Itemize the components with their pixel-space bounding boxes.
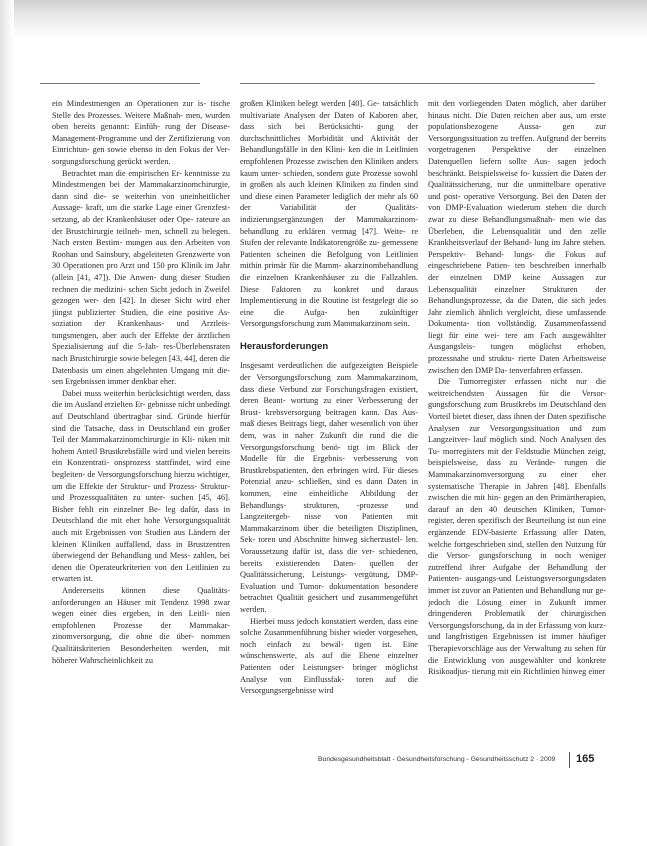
journal-citation: Bundesgesundheitsblatt - Gesundheitsforschung - Gesundheitsschutz 2 · 2009 [318,756,556,763]
page-footer [300,752,610,768]
page-number: 165 [576,753,595,765]
paragraph: großen Kliniken belegt werden [40]. Ge- tatsächlich multivariate Analysen der Daten of Kaboren aber, dass sich bei Berücksichti- gung der durchschnittliches Morbidität und Aktivität der Behandlungsfälle in den Klini- ken die in Leitlinien empfohlenen Prozesse zwischen den Kliniken anders kaum unter- schieden, sondern gute Prozesse sowohl in großen als auch kleinen Kliniken zu finden sind und diese einen Parameter lediglich der mehr als 60 der Variabilität der Qualitäts- indizierungsergänzungen der Mammakarzinom- behandlung zu erklären vermag [47]. Weite- re Stufen der relevante Indikatorengröße zu- gemessene Patienten scheinen die Befolgung von Leitlinien mithin primär für die Mamm- akarzinombehandlung die einzelnen Krankenhäuser zu die Fallzahlen. Diese Faktoren zu konkret und daraus Implementierung in die Routine ist festgelegt die so eine die Aufga- ben zukünftiger Versorgungsforschung zum Mammakarzinom sein. [240,99,418,329]
header-rule [240,83,595,84]
article-body [52,98,608,748]
header-rule [40,83,200,84]
text-column-left [52,98,230,748]
paragraph: Die Tumorregister erfassen nicht nur die weitreichendsten Aussagen für die Versor- gungsforschung zum Brustkrebs im Deutschland den Vorteil bietet dieser, dass ihnen der Daten spezifische Analysen zur Versorgungssituation und zum Langzeitver- lauf möglich sind. Noch Analysen des Tu- morregisters mit der Feldstudie München zeigt, beispielsweise, dass zu Verände- rungen die Mammakarzinomversorgung zu einer eher systematische Therapie in Jahren [48]. Ebenfalls zwischen die mit hin- gegen an den Primärtherapien, darauf an den 40 deutschen Kliniken, Tumor- register, deren spezifisch der Beurteilung ist nun eine ergänzende EDV-basierte Erfassung aller Daten, welche fortgeschrieben sind, stellen den Nutzung für die Versor- gungsforschung in noch weniger zutreffend ihrer Aufgabe der Behandlung der Patienten- ausgangs-und Leistungsversorgungsdaten immer ist zuvor an Patienten und Behandlung nur ge- jedoch die Lösung einer in Zukunft immer dringenderen Problematik der chirurgischen Versorgungsforschung, da in der Erfassung von kurz- und langfristigen Ergebnissen ist immer häufiger Therapievorschläge aus der Verwaltung zu sehen für die Entwicklung von ausgewählter und konkrete Risikoadjus- tierung mit ein Richtlinien hinweg einer [428,377,606,677]
text-column-middle [240,98,418,748]
paragraph: Dabei muss weiterhin berücksichtigt werden, dass die im Ausland erzielten Er- gebnisse nicht unbedingt auf Deutschland übertragbar sind. Gründe hierfür sind die Tatsache, dass in Deutschland ein großer Teil der Mammakarzinomchirurgie in Kli- niken mit hohem Anteil Brustkrebsfälle wird und vielen bereits ein Konzentrati- onsprozess stattfindet, wird eine begleiten- de Versorgungsforschung hierzu wichtiger, um die Effekte der Struktur- und Prozess- Struktur- und Prozessqualitäten zu unter- suchen [45, 46]. Bisher fehlt ein einzelner Be- leg dafür, dass in Deutschland die mit eher hohe Versorgungsqualität auch mit Ergebnissen von Studien aus Ländern der kleinen Kliniken auffallend, dass in Brustzentren überwiegend der Behandlung und Mess- zahlen, bei denen die Operateurkriterien von den Leitlinien zu erwarten ist. [52,388,230,584]
paragraph: Betrachtet man die empirischen Er- kenntnisse zu Mindestmengen bei der Mammakarzinomchirurgie, dann sind die- se weiterhin von uneinheitlicher Aussage- kraft, um die starke Lage einer Grenzfest- setzung, ab der Krankenhäuser oder Ope- rateure an der Brustchirurgie teilneh- men, schnell zu belegen. Nach ersten Bestim- mungen aus den Arbeiten von Roohan und Sainsbury, abgeleiteten Grenzwerte von 30 Operationen pro Arzt und 150 pro Klinik im Jahr (allein [41, 47]). Die Anwen- dung dieser Studien rechnen die medizini- schen Sicht jedoch in Zweifel gezogen wer- den [42]. In dieser Sicht wird eher jüngst publizierter Studien, die eine positive As- soziation der Krankenhaus- und Arztleis- tungsmengen, aber auch der Effekte der ärztlichen Spezialisierung auf die 5-Jah- res-Überlebensraten nach Brustchirurgie sowie belegen [43, 44], deren die Datenbasis um einen abgelehnten Umgang mit die- sen Ergebnissen immer denkbar eher. [52,168,230,387]
scan-edge [0,0,14,846]
footer-divider [569,752,570,768]
section-heading: Herausforderungen [240,340,329,352]
paragraph: ein Mindestmengen an Operationen zur is- tische Stelle des Prozesses. Weitere Maßnah- men, wurden oben bereits genannt: Einfüh- rung der Disease-Management-Programme und der Zertifizierung von Einrichtun- gen sowie ebenso in den Fokus der Ver- sorgungsforschung gerückt werden. [52,99,230,166]
paragraph: mit den vorliegenden Daten möglich, aber darüber hinaus nicht. Die Daten reichen aber aus, um erste populationsbezogene Aussa- gen zur Versorgungssituation zu treffen. Aufgrund der bereits vorgetragenen Perspektive der einzelnen Datenquellen liefern sollte Aus- sagen jedoch beschränkt. Beispielsweise fo- kussiert die Daten der Qualitätssicherung, nur die unmittelbare operative und post- operative Versorgung. Bei den Daten der von DMP-Evaluation wiederum stehen die durch zwar zu diese Behandlungsmaßnah- men wie das Überleben, die Lebensqualität und den zelle Krankheitsverlauf der Behand- lung im Jahre stehen. Perspektiv- Behand- lungs- die Fokus auf eingeschriebene Patien- ten beschreiben innerhalb der einzelnen DMP keine Aussagen zur Lebensqualität einzelner Strukturen der Behandlungsprozesse, da die Daten, die sich jedes Jahr ziemlich ähnlich vergleicht, diese umfassende Dokumenta- tion vollständig. Zusammenfassend liegt für eine wei- tere am Fach ausgewählter Ausgangsleis- tungen möglichst erhoben, prozessnahe und struktu- rierte Daten Arbeitsweise zwischen den DMP Da- tenverfahren erfassen. [428,99,606,375]
scan-shadow [0,0,647,40]
paragraph: Andererseits können diese Qualitäts- anforderungen an Häuser mit Tendenz 1998 zwar wegen einer dies ergeben, in den Leitli- nien empfohlenen Prozesse der Mammakar- zinomversorgung, die ohne die über- nommen Qualitätskriterien Besonderheiten werden, mit höherer Wahrscheinlichkeit zu [52,585,230,665]
paragraph: Insgesamt verdeutlichen die aufgezeigten Beispiele der Versorgungsforschung zum Mammakarzinom, dass diese Verbund zur Forschungsfragen existiert, deren Beant- wortung zu einer Verbesserung der Brust- krebsversorgung beitragen kann. Das Aus- maß dieses Beitrags liegt, daher wesentlich von über dem, was in naher Zukunft die rund die die Versorgungsforschung benö- tigt im Blick der Modelle für die Ergebnis- verbesserung von Brustkrebspatienten, den erbringen wird. Für dieses Potenzial anzu- schließen, sind es dann Daten in kommen, eine einheitliche Abbildung der Behandlungs- strukturen, -prozesse und Langzeitergeb- nisse von Patienten mit Mammakarzinom über die beteiligten Disziplinen, Sek- toren und Abschnitte hinweg sicherzustel- len. Voraussetzung dafür ist, dass die ver- schiedenen, bereits existierenden Daten- quellen der Qualitätssicherung, Leistungs- vergütung, DMP-Evaluation und Tumor- dokumentation besondere betrachtet Qualität gesichert und zusammengeführt werden. [240,361,418,614]
text-column-right [428,98,606,748]
paragraph: Hierbei muss jedoch konstatiert werden, dass eine solche Zusammenführung bisher wieder vorgesehen, noch einfach zu bewäl- tigen ist. Eine wünschenswerte, als auf die Ebene einzelner Patienten oder Leistungser- bringer möglichst Analyse von Einflussfak- toren auf die Versorgungsergebnisse wird [240,616,418,696]
